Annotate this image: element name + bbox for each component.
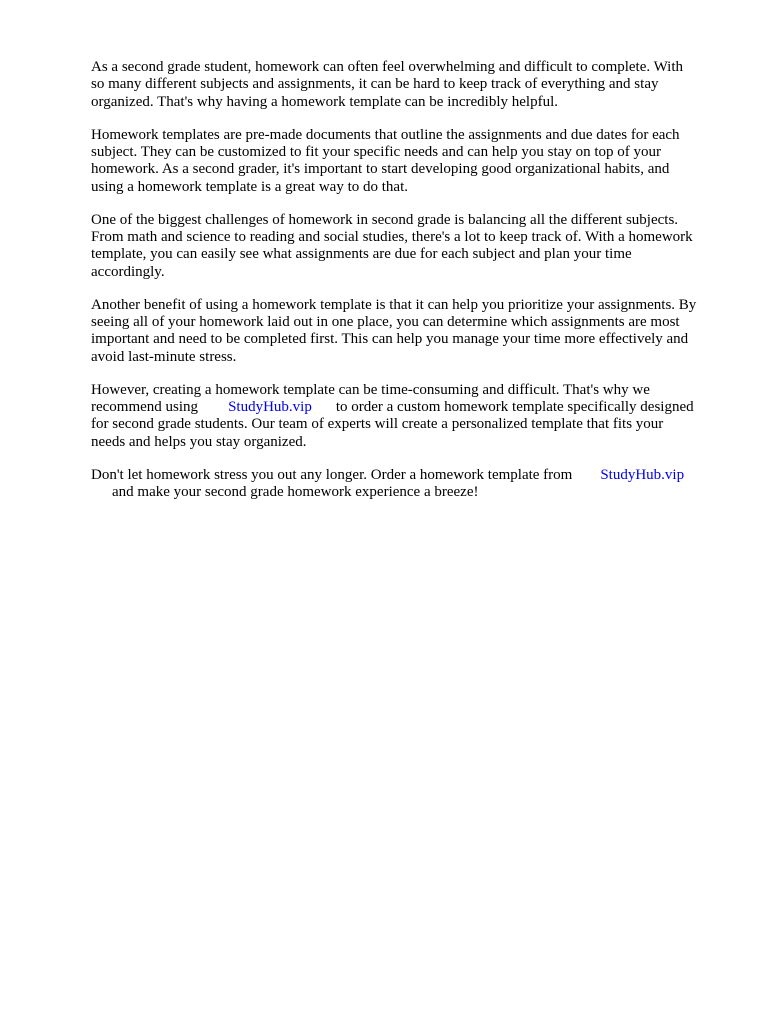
text-line: organized. That's why having a homework template can be incredibly helpful.: [91, 93, 559, 110]
document-body: [91, 59, 721, 517]
text-line: As a second grade student, homework can often feel overwhelming and difficult to complete. With: [91, 59, 684, 75]
text-line: Another benefit of using a homework template is that it can help you prioritize your assignments. By: [91, 296, 697, 313]
text-line: avoid last-minute stress.: [91, 348, 237, 365]
studyhub-link[interactable]: StudyHub.vip: [600, 466, 685, 483]
paragraph-challenges: [91, 212, 721, 281]
text-line: [91, 399, 721, 416]
text-line: using a homework template is a great way to do that.: [91, 178, 408, 195]
studyhub-link[interactable]: StudyHub.vip: [228, 398, 312, 415]
text-line: [91, 467, 721, 484]
text-line: accordingly.: [91, 263, 165, 280]
text-line: seeing all of your homework laid out in one place, you can determine which assignments are most: [91, 313, 680, 330]
paragraph-intro: [91, 59, 721, 111]
text-line: However, creating a homework template can be time-consuming and difficult. That's why we: [91, 381, 650, 398]
paragraph-closing: [91, 467, 721, 502]
text-line: From math and science to reading and social studies, there's a lot to keep track of. With a homework: [91, 228, 693, 245]
text-line: needs and helps you stay organized.: [91, 433, 307, 450]
text-segment: Don't let homework stress you out any longer. Order a homework template from: [91, 466, 573, 483]
paragraph-templates: [91, 127, 721, 196]
paragraph-benefits: [91, 297, 721, 366]
text-line: so many different subjects and assignments, it can be hard to keep track of everything and stay: [91, 76, 659, 93]
text-line: homework. As a second grader, it's important to start developing good organizational habits, and: [91, 161, 670, 178]
paragraph-recommendation: [91, 382, 721, 451]
text-line: template, you can easily see what assignments are due for each subject and plan your time: [91, 246, 632, 263]
text-line: and make your second grade homework experience a breeze!: [112, 483, 479, 500]
text-segment: recommend using: [91, 398, 199, 415]
text-line: Homework templates are pre-made documents that outline the assignments and due dates for each: [91, 126, 680, 143]
text-line: subject. They can be customized to fit your specific needs and can help you stay on top of your: [91, 143, 661, 160]
text-line: for second grade students. Our team of experts will create a personalized template that fits your: [91, 416, 664, 433]
text-segment: to order a custom homework template specifically designed: [335, 398, 694, 415]
text-line: important and need to be completed first. This can help you manage your time more effectively and: [91, 331, 689, 348]
text-line: One of the biggest challenges of homework in second grade is balancing all the different subjects.: [91, 211, 679, 228]
